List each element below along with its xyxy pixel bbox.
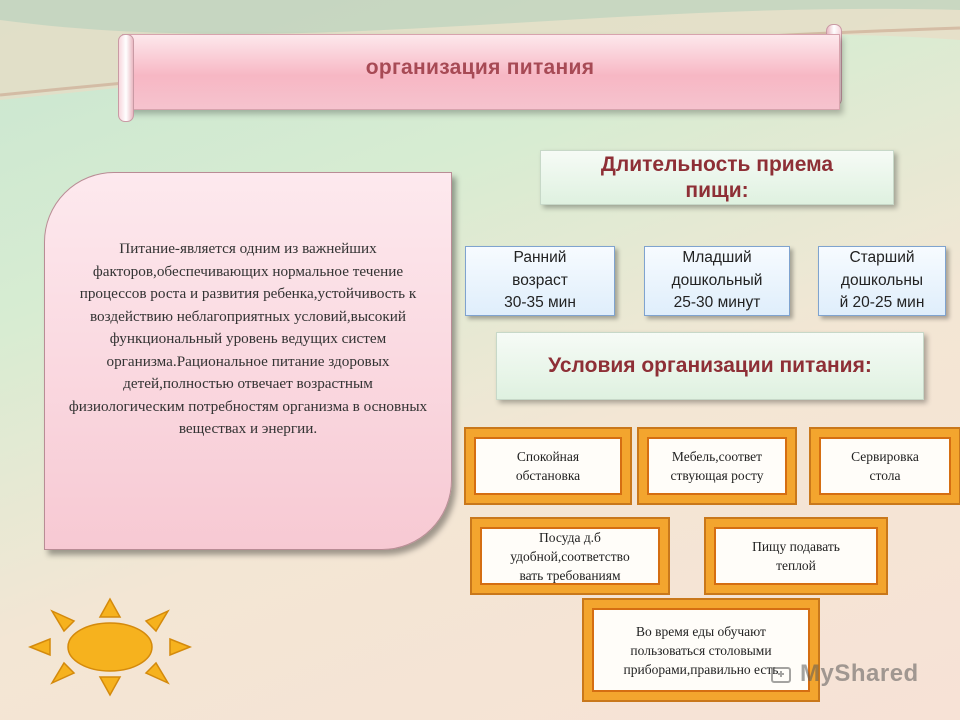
age-line: Младший <box>682 249 752 266</box>
condition-warm-food <box>704 517 888 595</box>
condition-line: Сервировка <box>851 449 919 464</box>
age-line: Ранний <box>513 249 567 266</box>
condition-line: ствующая росту <box>670 468 764 483</box>
age-line: дошкольный <box>671 271 763 289</box>
condition-line: Во время еды обучают <box>636 623 766 639</box>
condition-line: Мебель,соответ <box>671 449 763 464</box>
condition-line: обстановка <box>515 468 581 483</box>
condition-line: приборами,правильно есть <box>623 661 779 677</box>
age-line: й 20-25 мин <box>839 294 925 311</box>
watermark-icon <box>770 662 796 686</box>
condition-calm <box>464 427 632 505</box>
condition-dishes <box>470 517 670 595</box>
duration-heading-line1: Длительность приема <box>600 153 834 176</box>
condition-line: стола <box>869 468 901 483</box>
condition-line: Посуда д.б <box>539 529 601 545</box>
duration-heading <box>540 150 894 205</box>
condition-line: удобной,соответство <box>510 548 630 564</box>
watermark: MyShared <box>800 660 919 687</box>
age-box-senior <box>818 246 946 316</box>
condition-line: вать требованиям <box>519 567 621 583</box>
sun-icon <box>28 597 192 697</box>
age-box-early <box>465 246 615 316</box>
page-title: организация питания <box>365 56 595 79</box>
duration-heading-line2: пищи: <box>685 179 749 202</box>
age-line: 25-30 минут <box>673 294 761 311</box>
condition-table-setting <box>809 427 960 505</box>
conditions-heading: Условия организации питания: <box>496 332 924 400</box>
condition-line: теплой <box>776 558 816 573</box>
age-box-junior <box>644 246 790 316</box>
condition-furniture <box>637 427 797 505</box>
age-line: Старший <box>849 249 915 266</box>
intro-text: Питание-является одним из важнейших факторов,обеспечивающих нормальное течение процессов роста и развития ребенка,устойчивость к воздействию неблагоприятных условий,высокий функциональный уровень ведущих систем организма.Рациональное питание здоровых детей,полностью отвечает возрастным физиологическим потребностям организма в основных веществах и энергии. <box>68 240 428 437</box>
condition-line: Пищу подавать <box>752 539 840 554</box>
age-line: 30-35 мин <box>504 294 576 311</box>
condition-line: Спокойная <box>516 449 580 464</box>
condition-cutlery <box>582 598 820 702</box>
condition-line: пользоваться столовыми <box>630 642 772 658</box>
age-line: возраст <box>512 271 568 289</box>
age-line: дошкольны <box>840 271 924 289</box>
